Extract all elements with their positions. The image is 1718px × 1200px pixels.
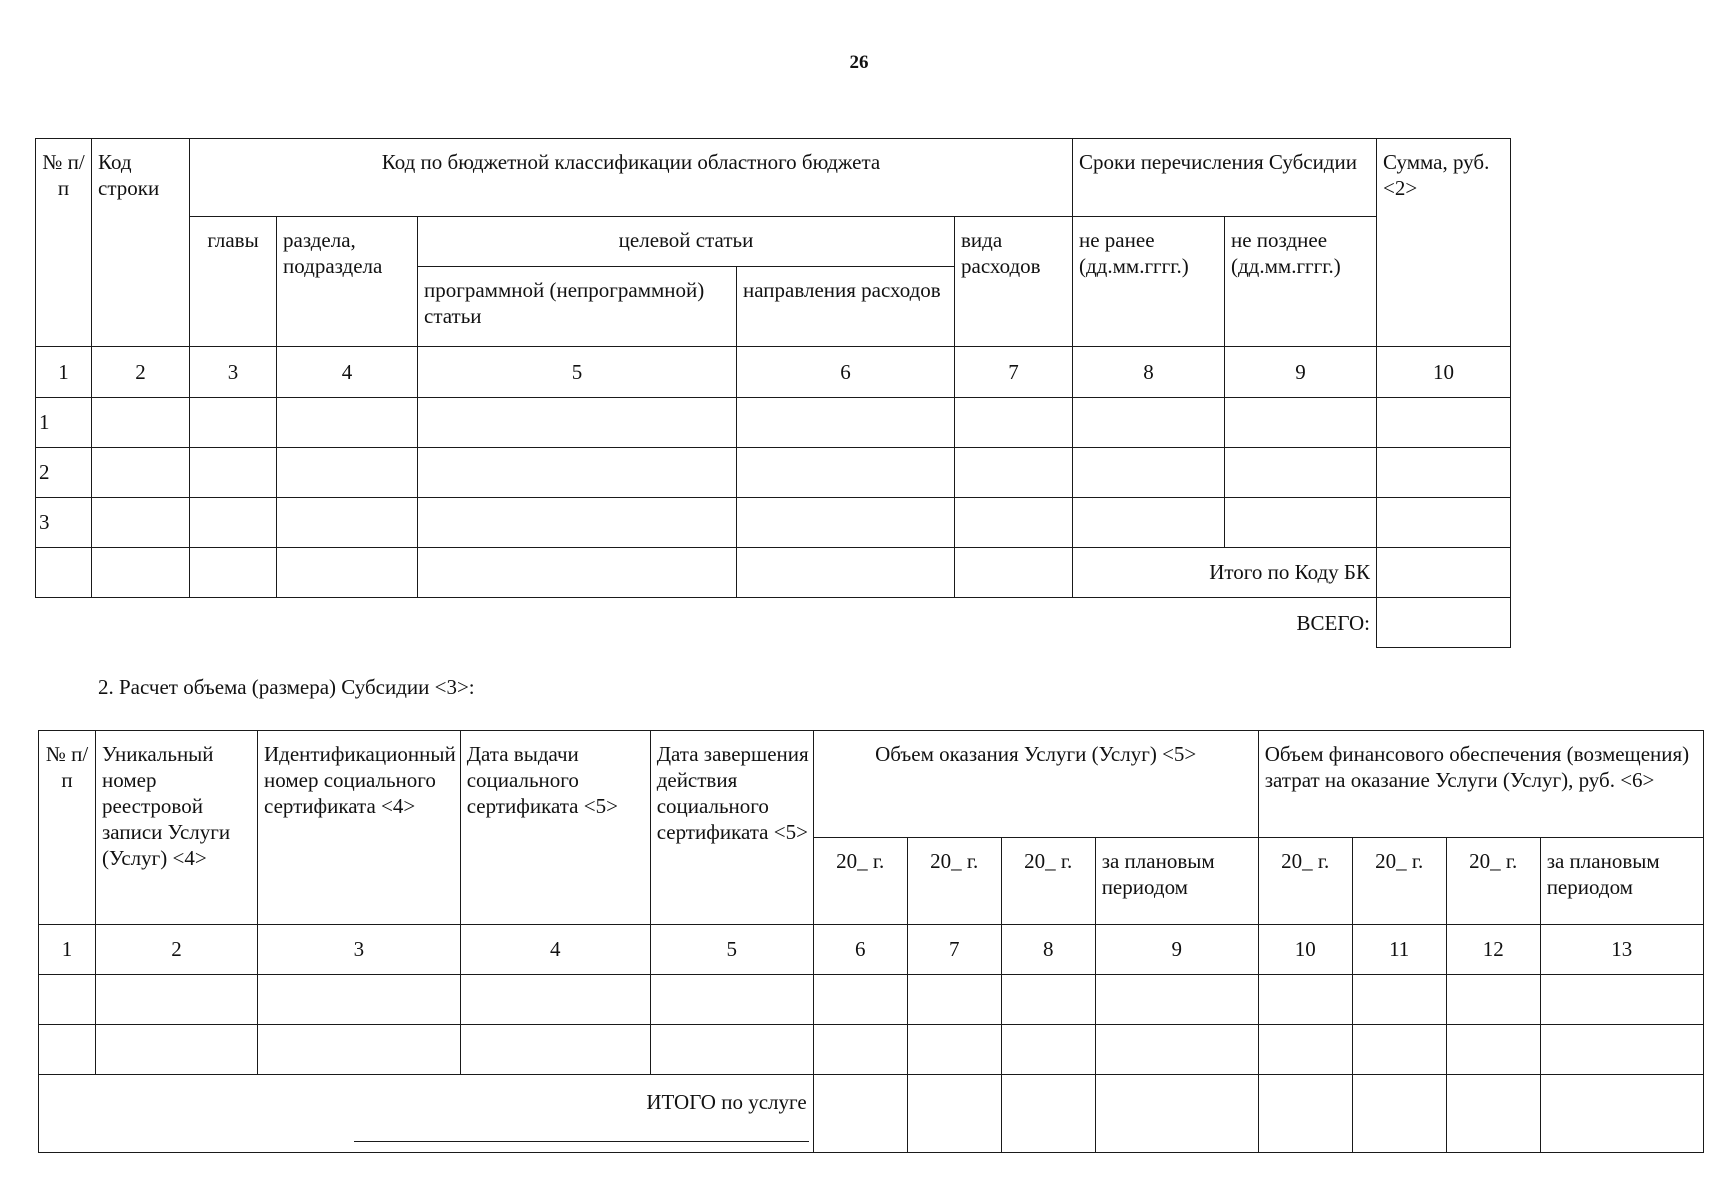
header-chapter: главы xyxy=(190,217,277,347)
cell xyxy=(813,975,907,1025)
page-number: 26 xyxy=(849,52,869,73)
header-year: 20_ г. xyxy=(907,838,1001,925)
header-sum: Сумма, руб. <2> xyxy=(1377,139,1511,347)
column-number: 2 xyxy=(92,347,190,398)
column-number: 4 xyxy=(277,347,418,398)
cell xyxy=(1225,498,1377,548)
column-number: 1 xyxy=(36,347,92,398)
cell xyxy=(277,548,418,598)
header-row-code: Код строки xyxy=(92,139,190,347)
cell xyxy=(190,448,277,498)
total-by-code-label: Итого по Коду БК xyxy=(1073,548,1377,598)
column-number: 10 xyxy=(1258,925,1352,975)
column-number: 10 xyxy=(1377,347,1511,398)
cell xyxy=(1095,1075,1258,1153)
cell xyxy=(1095,1025,1258,1075)
cell xyxy=(1258,1025,1352,1075)
total-cell xyxy=(39,1075,814,1153)
table-row xyxy=(36,448,1511,498)
cell xyxy=(1377,398,1511,448)
cell xyxy=(650,975,813,1025)
column-number: 13 xyxy=(1540,925,1703,975)
cell xyxy=(737,448,955,498)
table-row-total-by-code xyxy=(36,548,1511,598)
cell xyxy=(418,448,737,498)
cell xyxy=(907,1075,1001,1153)
cell xyxy=(190,548,277,598)
cell xyxy=(737,398,955,448)
cell xyxy=(1540,1025,1703,1075)
column-number: 5 xyxy=(418,347,737,398)
row-number: 3 xyxy=(36,498,92,548)
header-year: 20_ г. xyxy=(1446,838,1540,925)
cell xyxy=(418,398,737,448)
header-expense-type: вида расходов xyxy=(955,217,1073,347)
cell xyxy=(1540,1075,1703,1153)
cell xyxy=(277,498,418,548)
cell xyxy=(258,975,461,1025)
cell xyxy=(1001,1075,1095,1153)
column-number: 9 xyxy=(1225,347,1377,398)
total-label: ИТОГО по услуге xyxy=(646,1090,807,1114)
column-number: 6 xyxy=(813,925,907,975)
header-expense-direction: направления расходов xyxy=(737,267,955,347)
cell xyxy=(737,548,955,598)
header-planned-period: за плановым периодом xyxy=(1540,838,1703,925)
cell xyxy=(1073,398,1225,448)
column-number: 3 xyxy=(258,925,461,975)
cell xyxy=(1258,1075,1352,1153)
cell xyxy=(96,975,258,1025)
cell xyxy=(92,548,190,598)
cell xyxy=(39,1025,96,1075)
section-heading: 2. Расчет объема (размера) Субсидии <3>: xyxy=(98,675,475,699)
table-row xyxy=(36,498,1511,548)
cell xyxy=(418,498,737,548)
cell xyxy=(92,448,190,498)
cell xyxy=(1001,975,1095,1025)
cell xyxy=(1352,1025,1446,1075)
cell xyxy=(36,548,92,598)
cell xyxy=(1446,975,1540,1025)
cell xyxy=(737,498,955,548)
header-end-date: Дата завершения действия социального сертификата <5> xyxy=(650,731,813,925)
total-underline xyxy=(354,1141,809,1142)
header-planned-period: за плановым периодом xyxy=(1095,838,1258,925)
cell xyxy=(813,1075,907,1153)
cell xyxy=(1073,498,1225,548)
cell xyxy=(955,398,1073,448)
cell xyxy=(460,975,650,1025)
cell xyxy=(955,548,1073,598)
cell xyxy=(1377,448,1511,498)
header-issue-date: Дата выдачи социального сертификата <5> xyxy=(460,731,650,925)
column-number: 8 xyxy=(1001,925,1095,975)
column-number: 6 xyxy=(737,347,955,398)
table-row xyxy=(39,1025,1704,1075)
grand-total-value xyxy=(1377,598,1511,648)
cell xyxy=(1095,975,1258,1025)
column-number: 2 xyxy=(96,925,258,975)
header-certificate-id: Идентификационный номер социального сертификата <4> xyxy=(258,731,461,925)
row-number: 2 xyxy=(36,448,92,498)
column-number: 7 xyxy=(955,347,1073,398)
header-unique-number: Уникальный номер реестровой записи Услуги (Услуг) <4> xyxy=(96,731,258,925)
column-number: 9 xyxy=(1095,925,1258,975)
cell xyxy=(650,1025,813,1075)
header-year: 20_ г. xyxy=(1352,838,1446,925)
table-row xyxy=(39,975,1704,1025)
cell xyxy=(1225,448,1377,498)
column-number: 12 xyxy=(1446,925,1540,975)
header-budget-code: Код по бюджетной классификации областного бюджета xyxy=(190,139,1073,217)
cell xyxy=(92,498,190,548)
cell xyxy=(277,448,418,498)
header-transfer-terms: Сроки перечисления Субсидии xyxy=(1073,139,1377,217)
cell xyxy=(460,1025,650,1075)
total-by-code-value xyxy=(1377,548,1511,598)
subsidy-calculation-table xyxy=(38,730,1704,1153)
cell xyxy=(1352,1075,1446,1153)
header-service-volume: Объем оказания Услуги (Услуг) <5> xyxy=(813,731,1258,838)
cell xyxy=(277,398,418,448)
cell xyxy=(418,548,737,598)
column-number: 8 xyxy=(1073,347,1225,398)
cell xyxy=(1352,975,1446,1025)
header-not-later: не позднее (дд.мм.гггг.) xyxy=(1225,217,1377,347)
table-row-grand-total xyxy=(36,598,1511,648)
cell xyxy=(39,975,96,1025)
cell xyxy=(92,398,190,448)
column-number: 7 xyxy=(907,925,1001,975)
cell xyxy=(1258,975,1352,1025)
header-target-item: целевой статьи xyxy=(418,217,955,267)
cell xyxy=(1225,398,1377,448)
header-program-item: программной (непрограммной) статьи xyxy=(418,267,737,347)
row-number: 1 xyxy=(36,398,92,448)
header-num: № п/п xyxy=(36,139,92,347)
column-number: 1 xyxy=(39,925,96,975)
budget-classification-table xyxy=(35,138,1511,648)
column-number: 5 xyxy=(650,925,813,975)
cell xyxy=(1446,1075,1540,1153)
table-row xyxy=(36,398,1511,448)
cell xyxy=(1446,1025,1540,1075)
cell xyxy=(907,975,1001,1025)
header-year: 20_ г. xyxy=(1001,838,1095,925)
cell xyxy=(907,1025,1001,1075)
column-number: 11 xyxy=(1352,925,1446,975)
cell xyxy=(955,448,1073,498)
cell xyxy=(1377,498,1511,548)
table-row-total xyxy=(39,1075,1704,1153)
cell xyxy=(258,1025,461,1075)
grand-total-label: ВСЕГО: xyxy=(1296,610,1370,635)
header-financial-volume: Объем финансового обеспечения (возмещения) затрат на оказание Услуги (Услуг), руб. <6> xyxy=(1258,731,1703,838)
cell xyxy=(96,1025,258,1075)
cell xyxy=(1073,448,1225,498)
column-number: 4 xyxy=(460,925,650,975)
cell xyxy=(190,398,277,448)
cell xyxy=(190,498,277,548)
cell xyxy=(1001,1025,1095,1075)
header-year: 20_ г. xyxy=(813,838,907,925)
header-year: 20_ г. xyxy=(1258,838,1352,925)
header-not-earlier: не ранее (дд.мм.гггг.) xyxy=(1073,217,1225,347)
cell xyxy=(1540,975,1703,1025)
column-number: 3 xyxy=(190,347,277,398)
header-section: раздела, подраздела xyxy=(277,217,418,347)
cell xyxy=(955,498,1073,548)
cell xyxy=(813,1025,907,1075)
header-num: № п/п xyxy=(39,731,96,925)
